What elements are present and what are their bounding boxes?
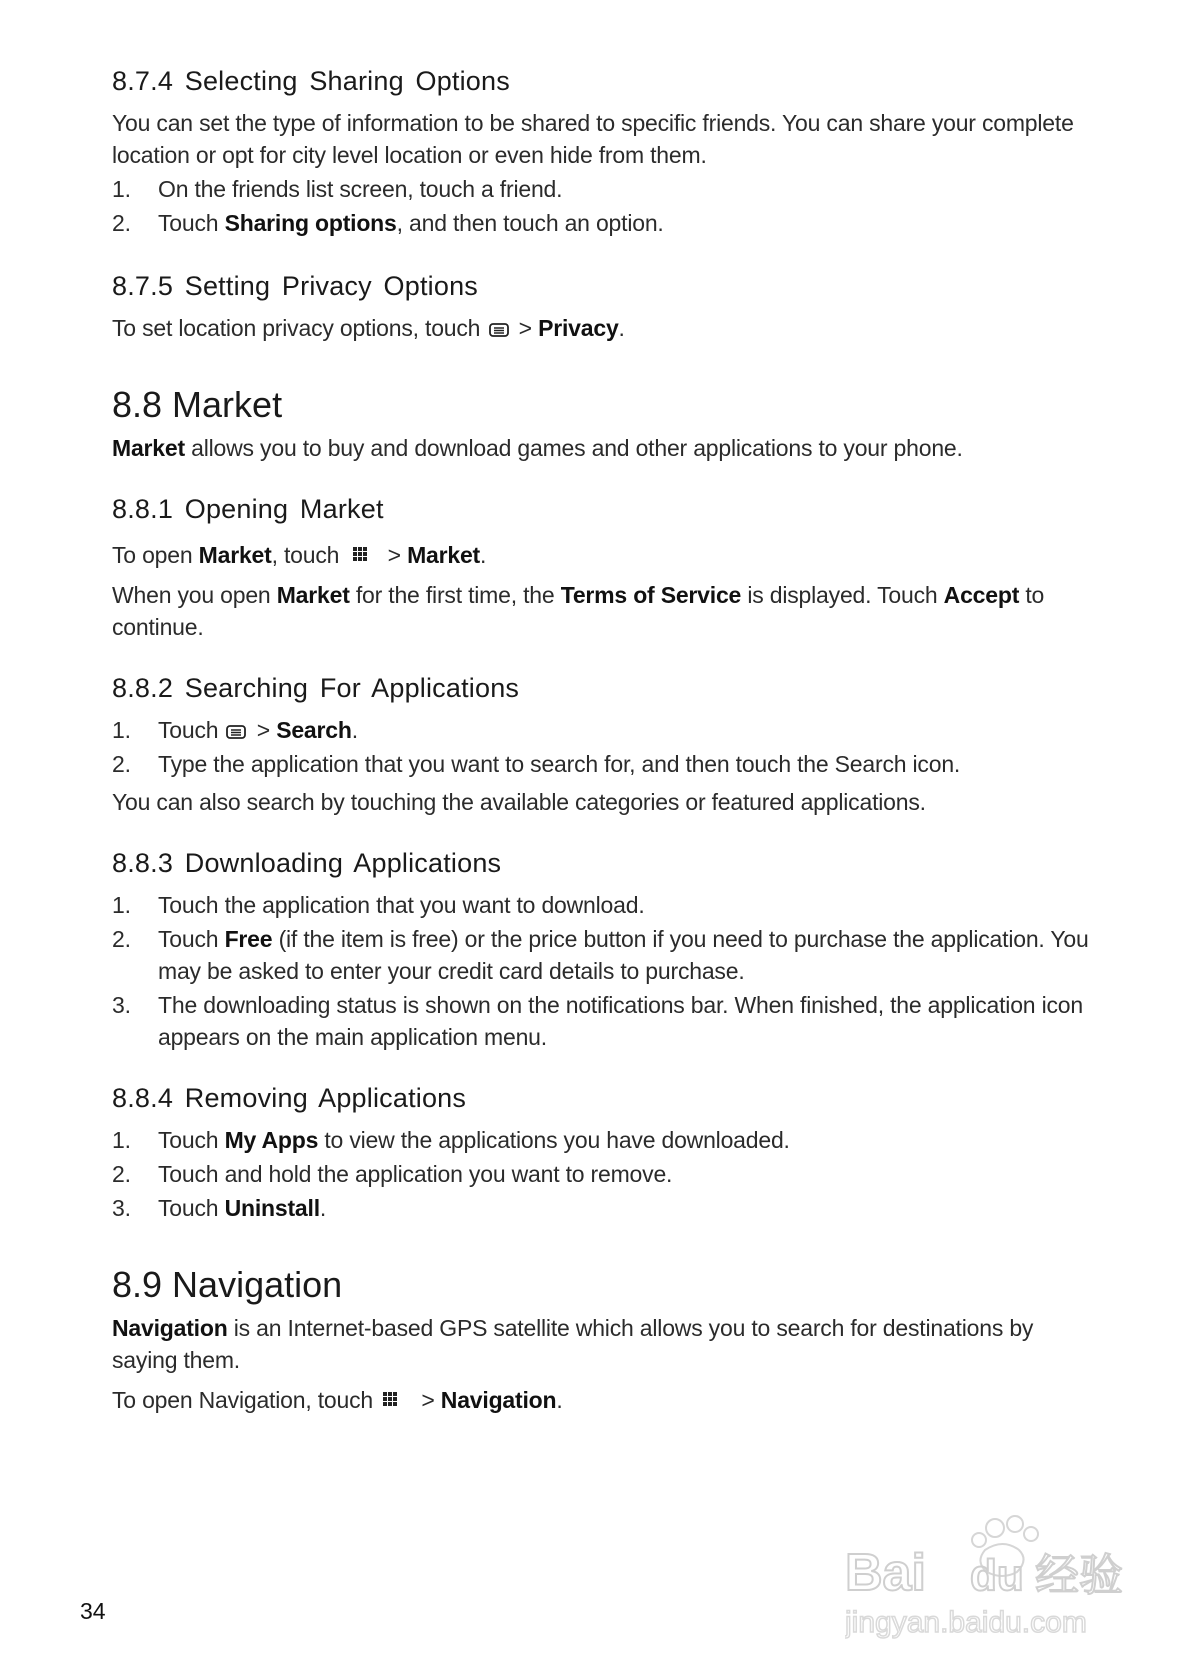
baidu-watermark-logo: [845, 1510, 1145, 1650]
heading-8-8-2: 8.8.2 Searching For Applications: [112, 673, 520, 703]
document-page: [112, 66, 1092, 1416]
list-item: [112, 207, 1092, 239]
app-grid-icon: [345, 546, 381, 566]
app-grid-icon: [379, 1391, 415, 1411]
list-item: 3. Touch Uninstall.: [112, 1195, 327, 1221]
list-number: 2.: [112, 210, 131, 236]
list-text: On the friends list screen, touch a friend.: [158, 176, 563, 202]
list-item: 2. Touch and hold the application you want to remove.: [112, 1161, 673, 1187]
page-number: 34: [80, 1598, 106, 1624]
heading-8-8-3: 8.8.3 Downloading Applications: [112, 848, 502, 878]
paragraph-sharing-intro: You can set the type of information to be shared to specific friends. You can share your complete location or opt for city level location or even hide from them.: [112, 110, 1074, 168]
paragraph-terms: When you open Market for the first time, the Terms of Service is displayed. Touch Accept to continue.: [112, 582, 1045, 640]
paragraph-privacy: To set location privacy options, touch > Privacy.: [112, 315, 625, 341]
heading-8-8-1: 8.8.1 Opening Market: [112, 494, 384, 524]
paragraph-open-market: To open Market, touch > Market.: [112, 542, 487, 568]
heading-8-8-4: 8.8.4 Removing Applications: [112, 1083, 467, 1113]
bold-term: Market: [112, 435, 185, 461]
paragraph-search-note: You can also search by touching the available categories or featured applications.: [112, 789, 926, 815]
list-number: 1.: [112, 176, 131, 202]
list-item: [112, 173, 1092, 205]
paragraph-navigation-intro: Navigation is an Internet-based GPS satellite which allows you to search for destinations by saying them.: [112, 1315, 1034, 1373]
list-item: 2. Touch Free (if the item is free) or the price button if you need to purchase the application. You may be asked to enter your credit card details to purchase.: [112, 926, 1089, 984]
heading-8-7-4: 8.7.4 Selecting Sharing Options: [112, 66, 510, 96]
heading-8-8: 8.8 Market: [112, 384, 283, 425]
heading-8-7-5: 8.7.5 Setting Privacy Options: [112, 271, 478, 301]
heading-8-9: 8.9 Navigation: [112, 1264, 343, 1305]
list-item: 3. The downloading status is shown on the notifications bar. When finished, the application icon appears on the main application menu.: [112, 992, 1083, 1050]
bold-term: Sharing options: [224, 210, 397, 236]
svg-text:du: du: [970, 1551, 1024, 1600]
list-text: Touch Sharing options, and then touch an option.: [158, 210, 664, 236]
list-item: 1. Touch My Apps to view the applications you have downloaded.: [112, 1127, 790, 1153]
list-item: 1. Touch > Search.: [112, 717, 358, 743]
menu-key-icon: [225, 723, 251, 741]
paragraph-open-navigation: To open Navigation, touch > Navigation.: [112, 1387, 563, 1413]
paragraph-market-intro: Market allows you to buy and download games and other applications to your phone.: [112, 435, 963, 461]
bold-term: Privacy: [538, 315, 619, 341]
menu-key-icon: [486, 321, 512, 339]
svg-text:Bai: Bai: [845, 1544, 926, 1602]
list-item: 1. Touch the application that you want to download.: [112, 892, 645, 918]
list-item: 2. Type the application that you want to search for, and then touch the Search icon.: [112, 751, 961, 777]
watermark-url: jingyan.baidu.com: [845, 1606, 1087, 1639]
svg-text:经验: 经验: [1035, 1550, 1123, 1601]
